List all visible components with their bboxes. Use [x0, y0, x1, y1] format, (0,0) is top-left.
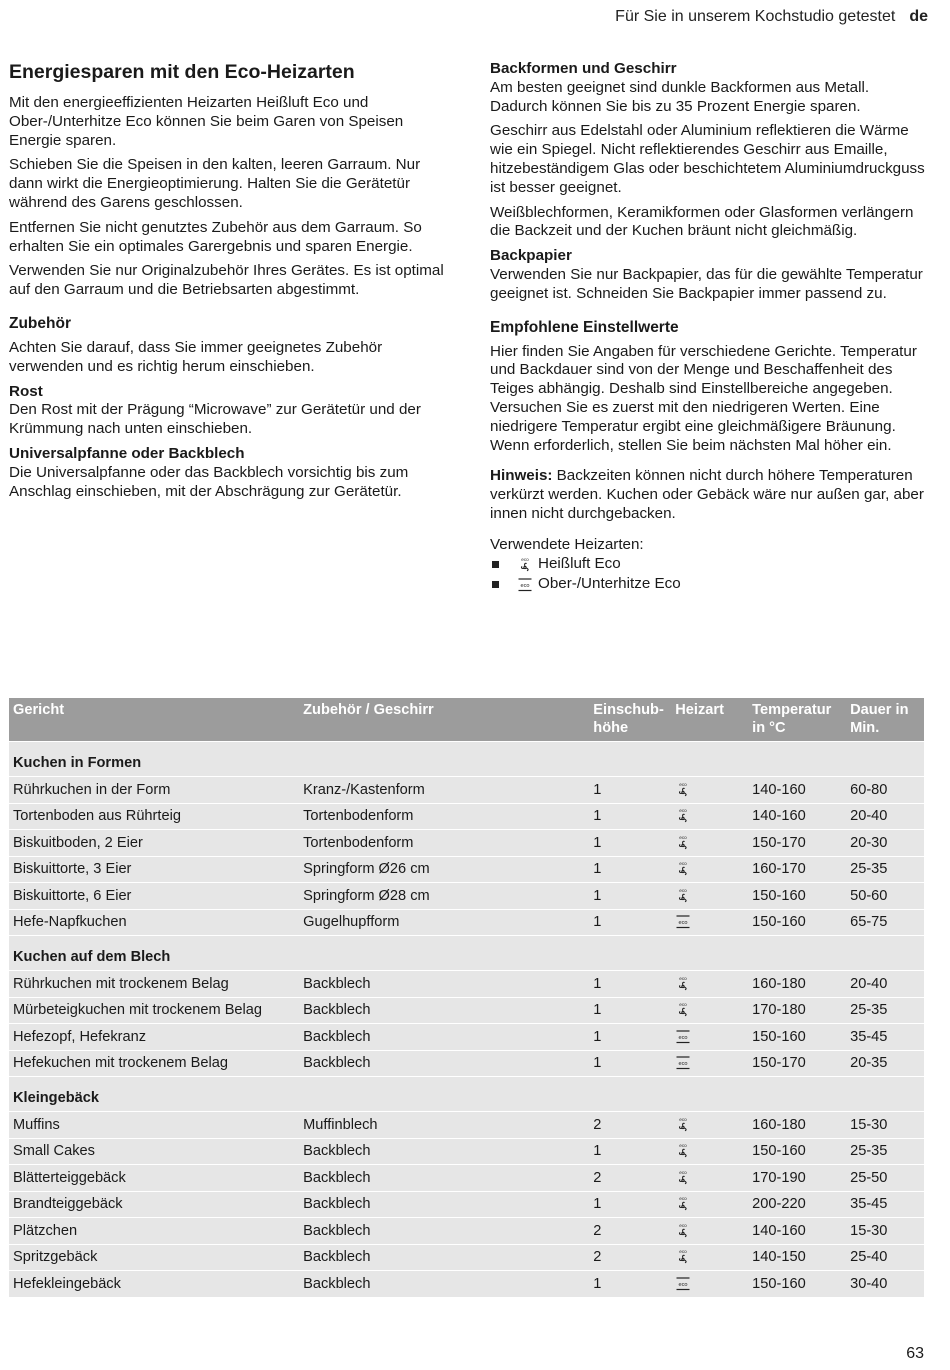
hot-air-eco-icon: [517, 557, 533, 573]
used-item: [490, 575, 930, 595]
used-item-label: Heißluft Eco: [538, 555, 621, 573]
table-row: [9, 909, 924, 936]
cell-zubehoer: Backblech: [299, 1244, 589, 1271]
hinweis-text: Backzeiten können nicht durch höhere Temperaturen verkürzt werden. Kuchen oder Gebäck wäre nur außen gar, aber innen nicht durchgebacken.: [490, 467, 924, 522]
cell-temperatur: 140-160: [748, 803, 846, 830]
header-dauer-line1: Dauer in: [850, 702, 909, 718]
cell-temperatur: 170-190: [748, 1165, 846, 1192]
cell-temperatur: 150-160: [748, 1271, 846, 1297]
section-title: Energiesparen mit den Eco-Heizarten: [9, 61, 355, 83]
cell-heizart: [671, 1271, 748, 1297]
svg-text:eco: eco: [679, 1249, 687, 1255]
cell-dauer: 20-30: [846, 830, 924, 857]
cell-zubehoer: Springform Ø26 cm: [299, 856, 589, 883]
cell-temperatur: 200-220: [748, 1191, 846, 1218]
backformen-text: Geschirr aus Edelstahl oder Aluminium reflektieren die Wärme wie ein Spiegel. Nicht reflektierendes Geschirr aus Emaille, hitzebeständigem Glas oder beschichtetem Aluminiumdruckguss ist besser geeignet.: [490, 122, 925, 196]
svg-text:eco: eco: [679, 976, 687, 982]
cell-zubehoer: Tortenbodenform: [299, 830, 589, 857]
table-row: [9, 971, 924, 998]
rost-heading: Rost: [9, 382, 43, 400]
bullet-icon: [492, 581, 499, 588]
header-dauer-line2: Min.: [850, 720, 880, 736]
cell-gericht: Blätterteiggebäck: [9, 1165, 299, 1192]
cell-temperatur: 150-170: [748, 1050, 846, 1077]
cell-temperatur: 150-170: [748, 830, 846, 857]
hot-air-eco-icon: [675, 1223, 691, 1239]
cell-gericht: Hefekleingebäck: [9, 1271, 299, 1297]
cell-dauer: 30-40: [846, 1271, 924, 1297]
intro-paragraph: Entfernen Sie nicht genutztes Zubehör aus dem Garraum. So erhalten Sie ein optimales Garergebnis und sparen Energie.: [9, 218, 422, 255]
cell-einschub: 1: [589, 909, 671, 936]
table-row: [9, 830, 924, 857]
cell-gericht: Hefezopf, Hefekranz: [9, 1024, 299, 1051]
cell-dauer: 20-35: [846, 1050, 924, 1077]
svg-text:eco: eco: [679, 782, 687, 788]
cell-dauer: 60-80: [846, 777, 924, 804]
group-title: Kuchen in Formen: [9, 742, 924, 777]
cell-heizart: [671, 1165, 748, 1192]
cell-einschub: 1: [589, 803, 671, 830]
cell-heizart: [671, 1050, 748, 1077]
svg-text:eco: eco: [679, 1223, 687, 1229]
cell-zubehoer: Backblech: [299, 1138, 589, 1165]
cell-zubehoer: Backblech: [299, 1024, 589, 1051]
cell-dauer: 15-30: [846, 1112, 924, 1139]
cell-dauer: 50-60: [846, 883, 924, 910]
cell-einschub: 1: [589, 856, 671, 883]
cell-zubehoer: Backblech: [299, 997, 589, 1024]
svg-text:eco: eco: [678, 920, 688, 927]
cell-einschub: 2: [589, 1112, 671, 1139]
top-bottom-heat-eco-icon: [675, 1055, 691, 1071]
header-einschub: [589, 698, 671, 742]
svg-text:eco: eco: [679, 808, 687, 814]
page-number: 63: [906, 1345, 924, 1362]
top-bottom-heat-eco-icon: [675, 1276, 691, 1292]
empfohlen-text: Hier finden Sie Angaben für verschiedene Gerichte. Temperatur und Backdauer sind von der Menge und Beschaffenheit des Teiges abhängig. Deshalb sind Einstellbereiche angegeben. Versuchen Sie es zuerst mit den niedrigeren Werten. Eine niedrigere Temperatur ergibt eine gleichmäßigere Bräunung. Wenn erforderlich, stellen Sie beim nächsten Mal höher ein.: [490, 342, 917, 454]
cell-gericht: Rührkuchen in der Form: [9, 777, 299, 804]
header-gericht: Gericht: [9, 698, 299, 742]
cell-gericht: Muffins: [9, 1112, 299, 1139]
cell-temperatur: 150-160: [748, 1024, 846, 1051]
header-title: Für Sie in unserem Kochstudio getestet: [615, 8, 896, 25]
table-row: [9, 1218, 924, 1245]
cell-gericht: Brandteiggebäck: [9, 1191, 299, 1218]
cell-heizart: [671, 997, 748, 1024]
cell-temperatur: 160-180: [748, 971, 846, 998]
cell-einschub: 2: [589, 1165, 671, 1192]
hot-air-eco-icon: [675, 1196, 691, 1212]
cell-gericht: Biskuittorte, 6 Eier: [9, 883, 299, 910]
table-row: [9, 1191, 924, 1218]
cell-gericht: Tortenboden aus Rührteig: [9, 803, 299, 830]
backpapier-text: Verwenden Sie nur Backpapier, das für die gewählte Temperatur geeignet ist. Schneiden Sie Backpapier immer passend zu.: [490, 265, 923, 302]
hinweis-note: [490, 467, 930, 523]
svg-text:eco: eco: [679, 1143, 687, 1149]
cell-einschub: 2: [589, 1244, 671, 1271]
page-header: [615, 8, 928, 26]
hot-air-eco-icon: [675, 835, 691, 851]
cell-dauer: 25-35: [846, 1138, 924, 1165]
table-row: [9, 1271, 924, 1297]
cell-heizart: [671, 971, 748, 998]
left-column: [9, 60, 449, 507]
table-header-row: [9, 698, 924, 742]
cell-zubehoer: Backblech: [299, 1165, 589, 1192]
cell-temperatur: 150-160: [748, 1138, 846, 1165]
backformen-text: Weißblechformen, Keramikformen oder Glasformen verlängern die Backzeit und der Kuchen bräunt nicht gleichmäßig.: [490, 203, 914, 240]
cell-dauer: 25-35: [846, 997, 924, 1024]
svg-text:eco: eco: [678, 1061, 688, 1068]
table-body: [9, 742, 924, 1297]
cell-einschub: 1: [589, 1138, 671, 1165]
cell-gericht: Biskuittorte, 3 Eier: [9, 856, 299, 883]
header-heizart: Heizart: [671, 698, 748, 742]
intro-paragraph: Mit den energieeffizienten Heizarten Heißluft Eco und Ober-/Unterhitze Eco können Sie beim Garen von Speisen Energie sparen.: [9, 94, 404, 149]
svg-text:eco: eco: [679, 888, 687, 894]
table-row: [9, 777, 924, 804]
top-bottom-heat-eco-icon: [517, 577, 533, 593]
svg-text:eco: eco: [679, 1117, 687, 1123]
hot-air-eco-icon: [675, 1249, 691, 1265]
right-column: [490, 60, 930, 595]
cell-heizart: [671, 909, 748, 936]
cell-zubehoer: Backblech: [299, 1050, 589, 1077]
table-row: [9, 1244, 924, 1271]
table-group-row: [9, 1077, 924, 1112]
zubehoer-heading: Zubehör: [9, 314, 71, 332]
cell-dauer: 35-45: [846, 1024, 924, 1051]
cell-einschub: 1: [589, 777, 671, 804]
cell-temperatur: 160-180: [748, 1112, 846, 1139]
cell-dauer: 65-75: [846, 909, 924, 936]
table-row: [9, 1024, 924, 1051]
cell-zubehoer: Backblech: [299, 1271, 589, 1297]
cell-temperatur: 170-180: [748, 997, 846, 1024]
table-row: [9, 883, 924, 910]
cell-gericht: Hefe-Napfkuchen: [9, 909, 299, 936]
table-row: [9, 856, 924, 883]
pfanne-text: Die Universalpfanne oder das Backblech vorsichtig bis zum Anschlag einschieben, mit der Abschrägung zur Gerätetür.: [9, 463, 409, 500]
zubehoer-text: Achten Sie darauf, dass Sie immer geeignetes Zubehör verwenden und es richtig herum einschieben.: [9, 338, 383, 375]
cell-einschub: 1: [589, 997, 671, 1024]
cell-heizart: [671, 1218, 748, 1245]
svg-text:eco: eco: [679, 1170, 687, 1176]
cell-temperatur: 150-160: [748, 909, 846, 936]
cell-dauer: 35-45: [846, 1191, 924, 1218]
used-item: [490, 555, 930, 575]
cell-temperatur: 160-170: [748, 856, 846, 883]
top-bottom-heat-eco-icon: [675, 1029, 691, 1045]
hot-air-eco-icon: [675, 1170, 691, 1186]
cell-heizart: [671, 1024, 748, 1051]
hot-air-eco-icon: [675, 1117, 691, 1133]
svg-text:eco: eco: [520, 582, 530, 589]
header-zubehoer: Zubehör / Geschirr: [299, 698, 589, 742]
cell-dauer: 25-35: [846, 856, 924, 883]
top-bottom-heat-eco-icon: [675, 914, 691, 930]
backformen-heading: Backformen und Geschirr: [490, 60, 677, 77]
recommendation-table: [9, 698, 924, 1297]
header-einschub-line2: höhe: [593, 720, 629, 736]
cell-zubehoer: Kranz-/Kastenform: [299, 777, 589, 804]
cell-heizart: [671, 777, 748, 804]
hot-air-eco-icon: [675, 888, 691, 904]
cell-zubehoer: Tortenbodenform: [299, 803, 589, 830]
cell-heizart: [671, 1191, 748, 1218]
intro-paragraph: Verwenden Sie nur Originalzubehör Ihres Gerätes. Es ist optimal auf den Garraum und die Betriebsarten abgestimmt.: [9, 262, 444, 299]
svg-text:eco: eco: [521, 556, 529, 562]
cell-einschub: 1: [589, 971, 671, 998]
table-row: [9, 997, 924, 1024]
cell-dauer: 25-50: [846, 1165, 924, 1192]
svg-text:eco: eco: [679, 1196, 687, 1202]
cell-heizart: [671, 1112, 748, 1139]
table-row: [9, 1165, 924, 1192]
backformen-text: Am besten geeignet sind dunkle Backformen aus Metall. Dadurch können Sie bis zu 35 Prozent Energie sparen.: [490, 78, 870, 115]
cell-gericht: Biskuitboden, 2 Eier: [9, 830, 299, 857]
group-title: Kuchen auf dem Blech: [9, 936, 924, 971]
language-tag: de: [909, 8, 928, 25]
svg-text:eco: eco: [679, 1002, 687, 1008]
cell-zubehoer: Backblech: [299, 1191, 589, 1218]
cell-zubehoer: Backblech: [299, 1218, 589, 1245]
hot-air-eco-icon: [675, 1143, 691, 1159]
hot-air-eco-icon: [675, 782, 691, 798]
used-list: [490, 555, 930, 595]
cell-temperatur: 150-160: [748, 883, 846, 910]
used-label: Verwendete Heizarten:: [490, 535, 644, 553]
table-row: [9, 1050, 924, 1077]
cell-einschub: 1: [589, 1191, 671, 1218]
cell-gericht: Spritzgebäck: [9, 1244, 299, 1271]
cell-zubehoer: Springform Ø28 cm: [299, 883, 589, 910]
rost-text: Den Rost mit der Prägung “Microwave” zur Gerätetür und der Krümmung nach unten einschieben.: [9, 401, 421, 438]
cell-heizart: [671, 856, 748, 883]
cell-temperatur: 140-150: [748, 1244, 846, 1271]
cell-einschub: 1: [589, 1024, 671, 1051]
header-temp-line1: Temperatur: [752, 702, 832, 718]
cell-gericht: Plätzchen: [9, 1218, 299, 1245]
cell-heizart: [671, 803, 748, 830]
empfohlen-heading: Empfohlene Einstellwerte: [490, 318, 679, 336]
table-row: [9, 1138, 924, 1165]
backpapier-heading: Backpapier: [490, 247, 572, 265]
used-item-label: Ober-/Unterhitze Eco: [538, 575, 681, 593]
table-row: [9, 803, 924, 830]
bullet-icon: [492, 561, 499, 568]
cell-heizart: [671, 830, 748, 857]
cell-temperatur: 140-160: [748, 1218, 846, 1245]
svg-text:eco: eco: [678, 1281, 688, 1288]
hot-air-eco-icon: [675, 976, 691, 992]
cell-dauer: 25-40: [846, 1244, 924, 1271]
hot-air-eco-icon: [675, 861, 691, 877]
table-group-row: [9, 742, 924, 777]
cell-dauer: 20-40: [846, 803, 924, 830]
cell-einschub: 1: [589, 1050, 671, 1077]
cell-heizart: [671, 1138, 748, 1165]
cell-gericht: Mürbeteigkuchen mit trockenem Belag: [9, 997, 299, 1024]
cell-gericht: Rührkuchen mit trockenem Belag: [9, 971, 299, 998]
cell-einschub: 1: [589, 1271, 671, 1297]
used-heating-modes: [490, 536, 930, 595]
cell-zubehoer: Gugelhupfform: [299, 909, 589, 936]
cell-einschub: 1: [589, 830, 671, 857]
cell-heizart: [671, 883, 748, 910]
svg-text:eco: eco: [679, 835, 687, 841]
cell-einschub: 1: [589, 883, 671, 910]
hinweis-label: Hinweis:: [490, 467, 553, 485]
cell-gericht: Hefekuchen mit trockenem Belag: [9, 1050, 299, 1077]
intro-paragraph: Schieben Sie die Speisen in den kalten, leeren Garraum. Nur dann wirkt die Energieoptimierung. Halten Sie die Gerätetür während des Garens geschlossen.: [9, 156, 421, 211]
cell-dauer: 15-30: [846, 1218, 924, 1245]
cell-einschub: 2: [589, 1218, 671, 1245]
cell-zubehoer: Backblech: [299, 971, 589, 998]
table-row: [9, 1112, 924, 1139]
svg-text:eco: eco: [679, 861, 687, 867]
cell-temperatur: 140-160: [748, 777, 846, 804]
header-einschub-line1: Einschub-: [593, 702, 664, 718]
cell-gericht: Small Cakes: [9, 1138, 299, 1165]
header-temperatur: [748, 698, 846, 742]
cell-heizart: [671, 1244, 748, 1271]
svg-text:eco: eco: [678, 1034, 688, 1041]
header-dauer: [846, 698, 924, 742]
table-group-row: [9, 936, 924, 971]
hot-air-eco-icon: [675, 808, 691, 824]
group-title: Kleingebäck: [9, 1077, 924, 1112]
cell-zubehoer: Muffinblech: [299, 1112, 589, 1139]
pfanne-heading: Universalpfanne oder Backblech: [9, 444, 245, 462]
header-temp-line2: in °C: [752, 720, 786, 736]
cell-dauer: 20-40: [846, 971, 924, 998]
hot-air-eco-icon: [675, 1002, 691, 1018]
